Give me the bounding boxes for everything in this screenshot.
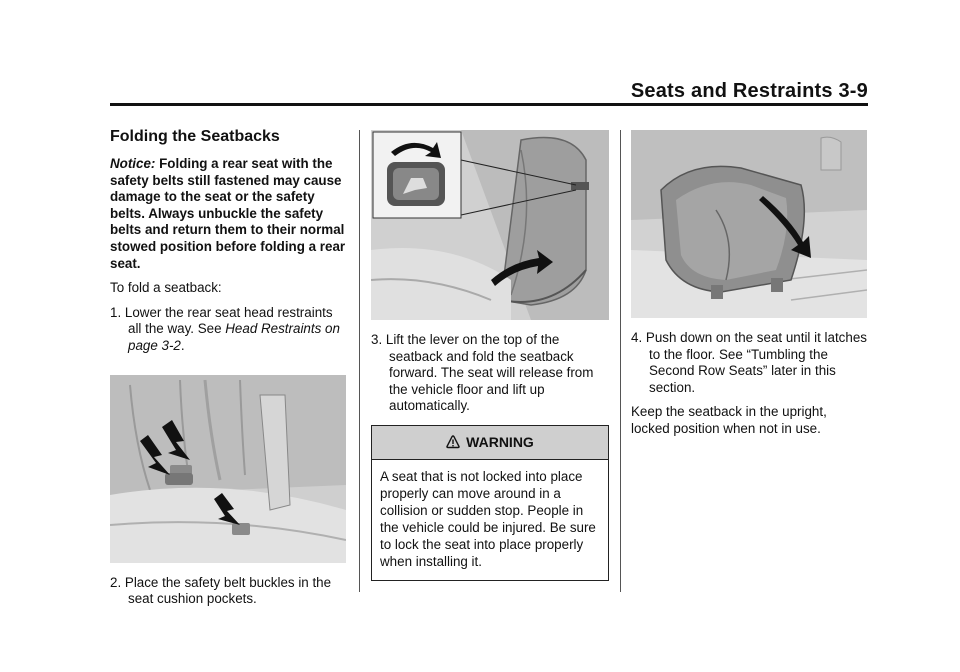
step-1 (110, 305, 346, 355)
seatback-lever-illustration (371, 130, 609, 320)
page-header-title: Seats and Restraints 3-9 (630, 80, 868, 102)
closing-text: Keep the seatback in the upright, locked position when not in use. (631, 404, 827, 436)
column-divider-2 (620, 130, 621, 592)
head-restraints-reference: Head Restraints on page 3-2 (128, 321, 340, 353)
step-4: 4. Push down on the seat until it latches to the floor. See “Tumbling the Second Row Seats” later in this section. (631, 330, 867, 395)
section-title: Folding the Seatbacks (110, 128, 280, 145)
header-rule (110, 103, 868, 106)
warning-title: WARNING (466, 434, 534, 451)
seat-belt-pockets-illustration (110, 375, 346, 563)
warning-triangle-icon (446, 435, 460, 449)
notice-label: Notice: (110, 156, 156, 171)
column-1 (110, 128, 346, 616)
step-3: 3. Lift the lever on the top of the seatback and fold the seatback forward. The seat will release from the vehicle floor and lift up automatically. (371, 332, 594, 414)
step-1-text: 1. Lower the rear seat head restraints all the way. See (110, 304, 333, 337)
warning-header (372, 426, 608, 460)
seat-push-down-illustration (631, 130, 867, 318)
warning-box (371, 425, 609, 581)
column-divider-1 (359, 130, 360, 592)
warning-text: A seat that is not locked into place properly can move around in a collision or sudden stop. People in the vehicle could be injured. Be sure to lock the seat into place properly when installing it. (380, 468, 596, 569)
step-2: 2. Place the safety belt buckles in the seat cushion pockets. (110, 574, 332, 607)
notice-text: Folding a rear seat with the safety belts still fastened may cause damage to the seat or the safety belts. Always unbuckle the safety belts and return them to their normal stowed position before folding a rear seat. (110, 156, 346, 271)
column-3 (631, 128, 867, 446)
intro-text: To fold a seatback: (110, 280, 222, 296)
step-1-end: . (180, 337, 185, 353)
notice-paragraph (110, 156, 346, 272)
column-2 (371, 128, 609, 581)
